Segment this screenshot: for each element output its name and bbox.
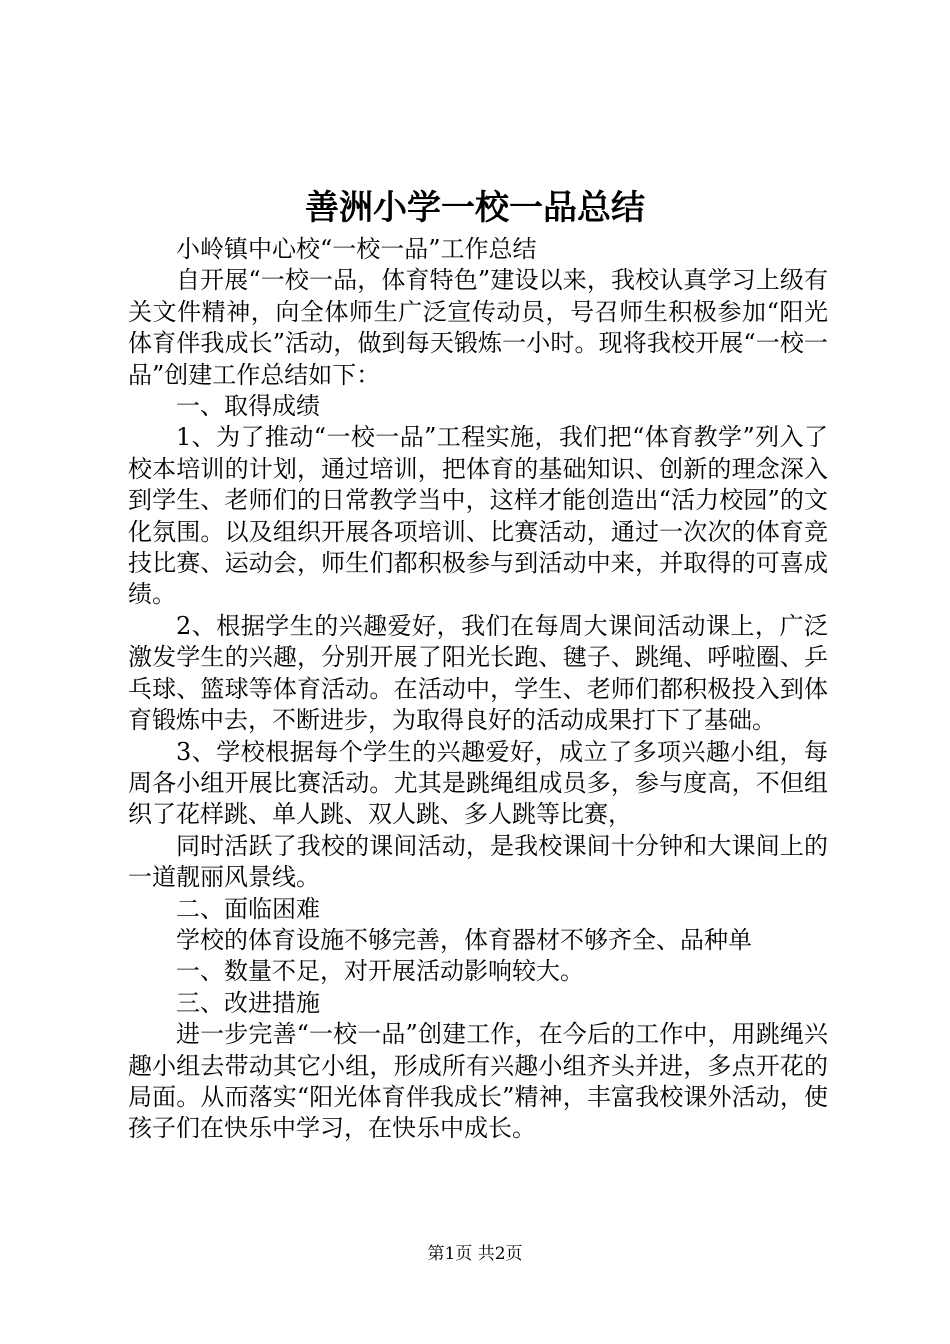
page-title: 善洲小学一校一品总结 xyxy=(305,188,645,228)
paragraph-item-2: 2、根据学生的兴趣爱好，我们在每周大课间活动课上，广泛激发学生的兴趣，分别开展了阳光长跑、毽子、跳绳、呼啦圈、乒乓球、篮球等体育活动。在活动中，学生、老师们都积极投入到体育锻炼中去，不断进步，为取得良好的活动成果打下了基础。 xyxy=(128,611,828,735)
document-body xyxy=(128,234,828,1145)
paragraph-improvements: 进一步完善“一校一品”创建工作，在今后的工作中，用跳绳兴趣小组去带动其它小组，形成所有兴趣小组齐头并进，多点开花的局面。从而落实“阳光体育伴我成长”精神，丰富我校课外活动，使孩子们在快乐中学习，在快乐中成长。 xyxy=(128,1020,828,1143)
paragraph-item-3: 3、学校根据每个学生的兴趣爱好，成立了多项兴趣小组，每周各小组开展比赛活动。尤其是跳绳组成员多，参与度高，不但组织了花样跳、单人跳、双人跳、多人跳等比赛， xyxy=(128,737,828,829)
paragraph-intro: 自开展“一校一品，体育特色”建设以来，我校认真学习上级有关文件精神，向全体师生广泛宣传动员，号召师生积极参加“阳光体育伴我成长”活动，做到每天锻炼一小时。现将我校开展“一校一品”创建工作总结如下： xyxy=(128,266,828,389)
paragraph-difficulties: 学校的体育设施不够完善，体育器材不够齐全、品种单 xyxy=(176,925,752,954)
paragraph-subtitle: 小岭镇中心校“一校一品”工作总结 xyxy=(176,235,537,263)
section-heading-improvements: 三、改进措施 xyxy=(176,988,320,1017)
section-heading-achievements: 一、取得成绩 xyxy=(176,392,320,421)
paragraph-difficulties-continued: 一、数量不足，对开展活动影响较大。 xyxy=(176,957,584,986)
paragraph-item-3-continued: 同时活跃了我校的课间活动，是我校课间十分钟和大课间上的一道靓丽风景线。 xyxy=(128,831,828,892)
section-heading-difficulties: 二、面临困难 xyxy=(176,894,320,923)
page-footer: 第1页 共2页 xyxy=(427,1244,523,1264)
paragraph-item-1: 1、为了推动“一校一品”工程实施，我们把“体育教学”列入了校本培训的计划，通过培训，把体育的基础知识、创新的理念深入到学生、老师们的日常教学当中，这样才能创造出“活力校园”的文化氛围。以及组织开展各项培训、比赛活动，通过一次次的体育竞技比赛、运动会，师生们都积极参与到活动中来，并取得的可喜成绩。 xyxy=(128,423,828,609)
